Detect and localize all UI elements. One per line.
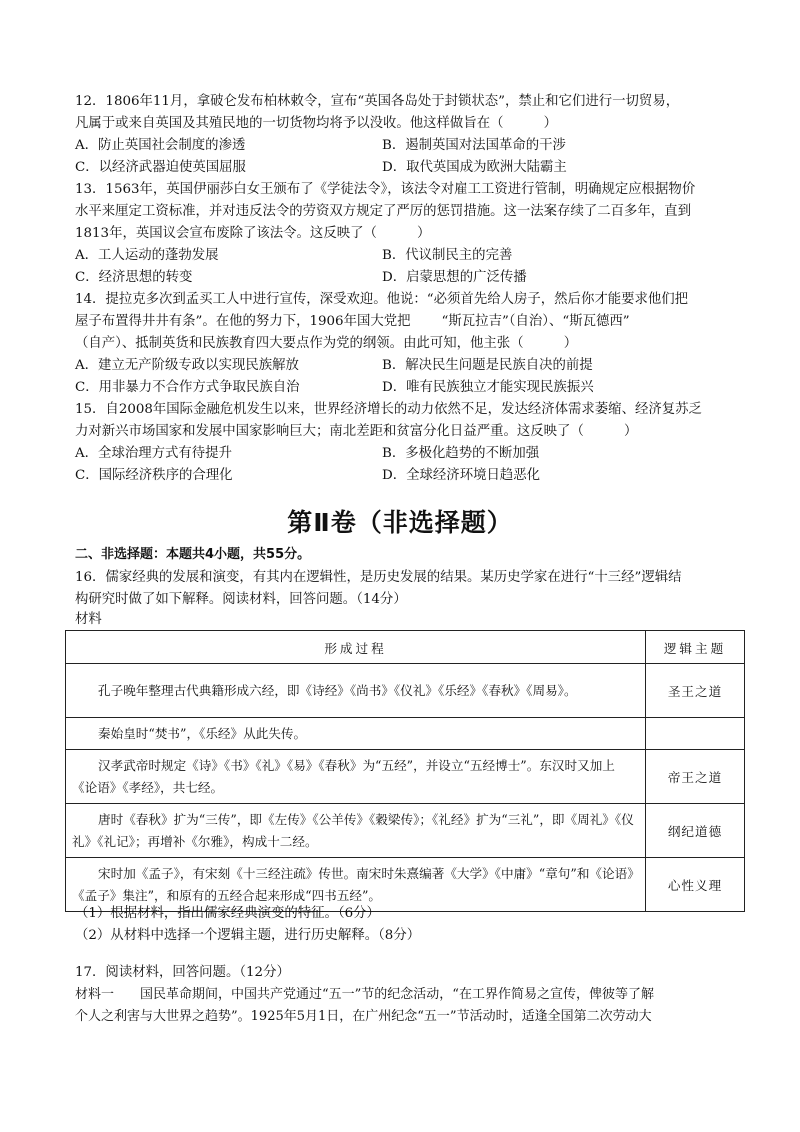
row-theme <box>646 718 745 750</box>
row-theme: 纲纪道德 <box>646 804 745 858</box>
q14-stem-line-2: 屋子布置得井井有条”。在他的努力下，1906年国大党把 “斯瓦拉吉”（自治）、“斯瓦德西” <box>75 314 630 329</box>
q13-stem-line-3: 1813年，英国议会宣布废除了该法令。这反映了（ ） <box>75 226 431 241</box>
row-theme: 圣王之道 <box>646 664 745 718</box>
q13-option-a: A．工人运动的蓬勃发展 <box>75 248 219 263</box>
q12-stem-line-2: 凡属于或来自英国及其殖民地的一切货物均将予以没收。他这样做旨在（ ） <box>75 116 558 131</box>
q16-subquestion-1: （1）根据材料，指出儒家经典演变的特征。（6分） <box>75 906 380 921</box>
row-process: 唐时《春秋》扩为“三传”，即《左传》《公羊传》《穀梁传》；《礼经》扩为“三礼”，即《周礼》《仪礼》《礼记》；再增补《尔雅》，构成十二经。 <box>72 811 634 849</box>
q15-stem-line-2: 力对新兴市场国家和发展中国家影响巨大；南北差距和贫富分化日益严重。这反映了（ ） <box>75 424 638 439</box>
q15-stem-line-1: 15．自2008年国际金融危机发生以来，世界经济增长的动力依然不足，发达经济体需求萎缩、经济复苏乏 <box>75 402 702 417</box>
q13-option-c: C．经济思想的转变 <box>75 270 193 285</box>
row-process: 宋时加《孟子》，有宋刻《十三经注疏》传世。南宋时朱熹编著《大学》《中庸》“章句”和《论语》《孟子》集注”，和原有的五经合起来形成“四书五经”。 <box>72 865 634 903</box>
table-row <box>66 664 745 718</box>
q15-option-d: D．全球经济环境日趋恶化 <box>382 468 541 483</box>
q15-option-b: B．多极化趋势的不断加强 <box>382 446 540 461</box>
q17-material1-line-1: 材料一 国民革命期间，中国共产党通过“五一”节的纪念活动，“在工界作简易之宣传，俾彼等了解 <box>75 987 654 1002</box>
q17-stem: 17．阅读材料，回答问题。（12分） <box>75 965 290 980</box>
row-theme: 帝王之道 <box>646 750 745 804</box>
row-process: 汉孝武帝时规定《诗》《书》《礼》《易》《春秋》为“五经”，并设立“五经博士”。东汉时又加上《论语》《孝经》，共七经。 <box>72 757 615 795</box>
table-header-row <box>66 631 745 664</box>
q12-stem-line-1: 12．1806年11月，拿破仑发布柏林敕令，宣布“英国各岛处于封锁状态”，禁止和它们进行一切贸易， <box>75 94 680 109</box>
q14-option-b: B．解决民生问题是民族自决的前提 <box>382 358 593 373</box>
q13-stem-line-1: 13．1563年，英国伊丽莎白女王颁布了《学徒法令》，该法令对雇工工资进行管制，明确规定应根据物价 <box>75 182 696 197</box>
row-process: 秦始皇时“焚书”，《乐经》从此失传。 <box>98 725 307 741</box>
row-process: 孔子晚年整理古代典籍形成六经，即《诗经》《尚书》《仪礼》《乐经》《春秋》《周易》。 <box>98 682 577 698</box>
q16-stem-line-2: 构研究时做了如下解释。阅读材料，回答问题。（14分） <box>75 592 407 607</box>
table-row <box>66 718 745 750</box>
header-theme: 逻辑主题 <box>646 631 745 664</box>
q14-stem-line-1: 14．提拉克多次到孟买工人中进行宣传，深受欢迎。他说：“必须首先给人房子，然后你才能要求他们把 <box>75 292 689 307</box>
q16-material-table <box>65 630 745 912</box>
q15-option-a: A．全球治理方式有待提升 <box>75 446 232 461</box>
part2-heading: 二、非选择题：本题共4小题，共55分。 <box>75 547 311 562</box>
q12-option-d: D．取代英国成为欧洲大陆霸主 <box>382 160 567 175</box>
header-process: 形成过程 <box>66 631 646 664</box>
q15-option-c: C．国际经济秩序的合理化 <box>75 468 233 483</box>
q16-subquestion-2: （2）从材料中选择一个逻辑主题，进行历史解释。（8分） <box>75 928 421 943</box>
section-title: 第Ⅱ卷（非选择题） <box>287 508 513 537</box>
q14-option-c: C．用非暴力不合作方式争取民族自治 <box>75 380 300 395</box>
q17-material1-line-2: 个人之利害与大世界之趋势”。1925年5月1日，在广州纪念“五一”节活动时，适逢全国第二次劳动大 <box>75 1009 652 1024</box>
q13-option-b: B．代议制民主的完善 <box>382 248 513 263</box>
q12-option-c: C．以经济武器迫使英国屈服 <box>75 160 246 175</box>
q12-option-b: B．遏制英国对法国革命的干涉 <box>382 138 566 153</box>
q12-option-a: A．防止英国社会制度的渗透 <box>75 138 246 153</box>
q14-option-a: A．建立无产阶级专政以实现民族解放 <box>75 358 299 373</box>
row-theme: 心性义理 <box>646 858 745 912</box>
q13-option-d: D．启蒙思想的广泛传播 <box>382 270 527 285</box>
q13-stem-line-2: 水平来厘定工资标准，并对违反法令的劳资双方规定了严厉的惩罚措施。这一法案存续了二百多年，直到 <box>75 204 691 219</box>
q14-stem-line-3: （自产）、抵制英货和民族教育四大要点作为党的纲领。由此可知，他主张（ ） <box>75 336 578 351</box>
table-row <box>66 750 745 804</box>
q16-stem-line-1: 16．儒家经典的发展和演变，有其内在逻辑性，是历史发展的结果。某历史学家在进行“十三经”逻辑结 <box>75 570 682 585</box>
table-row <box>66 804 745 858</box>
q16-material-label: 材料 <box>75 612 102 627</box>
q14-option-d: D．唯有民族独立才能实现民族振兴 <box>382 380 594 395</box>
